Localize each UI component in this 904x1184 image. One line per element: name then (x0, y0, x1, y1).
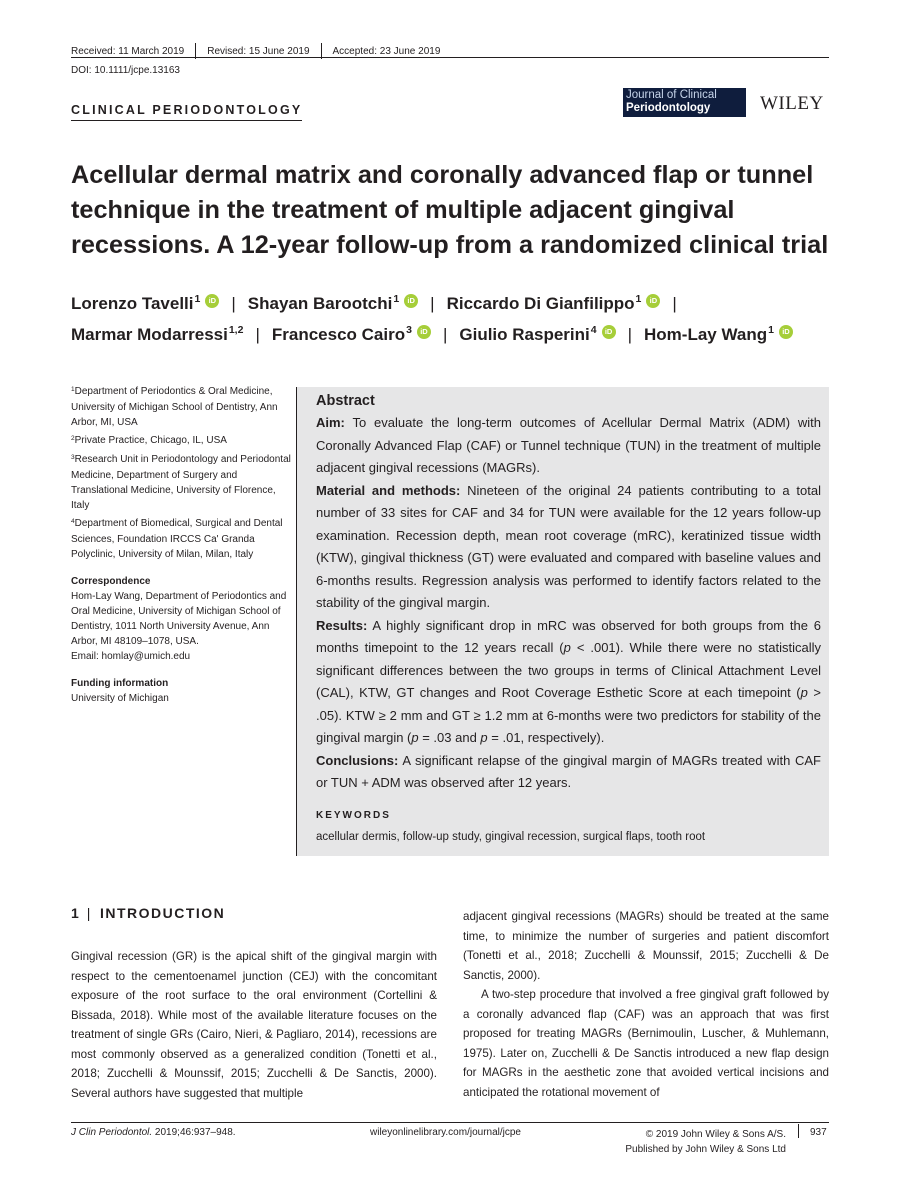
paragraph: Gingival recession (GR) is the apical shift of the gingival margin with respect to the cementoenamel junction (CEJ) with the concomitant exposure of the root surface to the oral environment (Cortellini & Bissada, 2018). While most of the available literature focuses on the treatment of single GRs (Cairo, Nieri, & Pagliaro, 2014), recessions are most commonly observed as a generalized condition (Tonetti et al., 2018; Zucchelli & Mounssif, 2015; Zucchelli & De Sanctis, 2000). Several authors have suggested that multiple (71, 950, 437, 1100)
footer-copyright: © 2019 John Wiley & Sons A/S. Published by John Wiley & Sons Ltd (625, 1129, 786, 1155)
abstract-results: Results: A highly significant drop in mRC was observed for both groups from the 6 months timepoint to the 12 years recall (p < .001). While there were no statistically significant differences between the two groups in terms of Clinical Attachment Level (CAL), KTW, GT changes and Root Coverage Esthetic Score at each timepoint (p > .05). KTW ≥ 2 mm and GT ≥ 1.2 mm at 6-months were two predictors for stability of the gingival margin (p = .03 and p = .01, respectively). (316, 617, 821, 745)
author[interactable]: Lorenzo Tavelli $^1$ iD (71, 294, 219, 314)
funding-heading: Funding information (71, 678, 169, 689)
correspondence-email[interactable]: Email: homlay@umich.edu (71, 651, 191, 662)
paragraph: adjacent gingival recessions (MAGRs) should be treated at the same time, to minimize the number of surgeries and patient discomfort (Tonetti et al., 2018; Zucchelli & Mounssif, 2015; Zucchelli & De Sanctis, 2000). (463, 910, 829, 982)
footer-url[interactable]: wileyonlinelibrary.com/journal/jcpe (370, 1127, 521, 1138)
author[interactable]: Hom-Lay Wang $^1$ iD (644, 325, 793, 345)
affiliations-column (71, 384, 291, 706)
publisher-logo[interactable]: WILEY (760, 93, 824, 114)
author[interactable]: Francesco Cairo $^3$ iD (272, 325, 431, 345)
affiliation: $^1$Department of Periodontics & Oral Medicine, University of Michigan School of Dentistry, Ann Arbor, MI, USA (71, 386, 278, 428)
header-rule (71, 57, 829, 58)
author-line (71, 294, 689, 314)
author[interactable]: Riccardo Di Gianfilippo $^1$ iD (447, 294, 661, 314)
footer-divider (798, 1124, 799, 1138)
journal-logo-line2: Periodontology (626, 102, 711, 114)
author[interactable]: Shayan Barootchi $^1$ iD (248, 294, 418, 314)
received-date: Received: 11 March 2019 (71, 45, 185, 57)
separator: | (627, 325, 632, 344)
journal-logo[interactable] (623, 88, 746, 117)
footer-rule (71, 1122, 829, 1123)
abstract-box (296, 387, 829, 856)
paragraph: A two-step procedure that involved a free gingival graft followed by a coronally advanced flap (CAF) was an approach that was first proposed for treating MAGRs (Bernimoulin, Luscher, & Muhlemann, 1975). Later on, Zucchelli & De Sanctis introduced a new flap design for MAGRs in the aesthetic zone that avoided vertical incisions and anticipated the rotational movement of (463, 988, 829, 1099)
abstract-methods: Material and methods: Nineteen of the original 24 patients contributing to a total number of 33 sites for CAF and 34 for TUN were available for the 12 years follow-up examination. Recession depth, mean root coverage (mRC), keratinized tissue width (KTW), gingival thickness (GT) were evaluated and compared with baseline values and 6-months results. Regression analysis was performed to identify factors related to the stability of the gingival margin. (316, 482, 822, 610)
author[interactable]: Giulio Rasperini $^4$ iD (459, 325, 615, 345)
abstract-aim: Aim: To evaluate the long-term outcomes of Acellular Dermal Matrix (ADM) with Coronally Advanced Flap (CAF) or Tunnel technique (TUN) in the treatment of multiple adjacent gingival recessions (MAGRs). (316, 415, 821, 475)
orcid-icon[interactable]: iD (205, 294, 219, 308)
orcid-icon[interactable]: iD (417, 325, 431, 339)
journal-logo-line1: Journal of Clinical (626, 89, 717, 101)
affiliation: $^2$Private Practice, Chicago, IL, USA (71, 435, 227, 446)
author-line (71, 325, 793, 345)
footer-citation: J Clin Periodontol. 2019;46:937–948. (71, 1127, 236, 1138)
orcid-icon[interactable]: iD (779, 325, 793, 339)
orcid-icon[interactable]: iD (404, 294, 418, 308)
keywords: acellular dermis, follow-up study, gingival recession, surgical flaps, tooth root (316, 830, 706, 843)
separator: | (430, 294, 435, 313)
author[interactable]: Marmar Modarressi $^{1,2}$ (71, 324, 244, 344)
revised-date: Revised: 15 June 2019 (207, 45, 310, 57)
accepted-date: Accepted: 23 June 2019 (332, 45, 441, 57)
body-column-left (71, 947, 437, 1103)
body-column-right (463, 907, 829, 1102)
page-number: 937 (810, 1127, 827, 1138)
affiliation: $^4$Department of Biomedical, Surgical and Dental Sciences, Foundation IRCCS Ca' Granda Polyclinic, University of Milan, Milan, Italy (71, 518, 283, 560)
article-title: Acellular dermal matrix and coronally advanced flap or tunnel technique in the treatment of multiple adjacent gingival recessions. A 12-year follow-up from a randomized clinical trial (71, 161, 829, 259)
orcid-icon[interactable]: iD (646, 294, 660, 308)
separator: | (442, 325, 448, 344)
affiliation: $^3$Research Unit in Periodontology and Periodontal Medicine, Department of Surgery and Translational Medicine, University of Florence, Italy (71, 454, 291, 511)
separator: | (255, 325, 260, 344)
abstract-conclusions: Conclusions: A significant relapse of the gingival margin of MAGRs treated with CAF or TUN + ADM was observed after 12 years. (316, 752, 821, 790)
orcid-icon[interactable]: iD (602, 325, 616, 339)
funding-text: University of Michigan (71, 693, 169, 704)
section-label: CLINICAL PERIODONTOLOGY (71, 103, 302, 121)
abstract-heading: Abstract (316, 393, 375, 409)
correspondence-text: Hom-Lay Wang, Department of Periodontics and Oral Medicine, University of Michigan School of Dentistry, 1011 North University Avenue, Ann Arbor, MI 48109–1078, USA. (71, 591, 287, 647)
separator: | (672, 294, 677, 313)
correspondence-heading: Correspondence (71, 576, 151, 587)
section-heading-introduction: 1 | INTRODUCTION (71, 905, 226, 921)
doi[interactable]: DOI: 10.1111/jcpe.13163 (71, 65, 180, 76)
separator: | (231, 294, 236, 313)
keywords-heading: KEYWORDS (316, 809, 391, 821)
